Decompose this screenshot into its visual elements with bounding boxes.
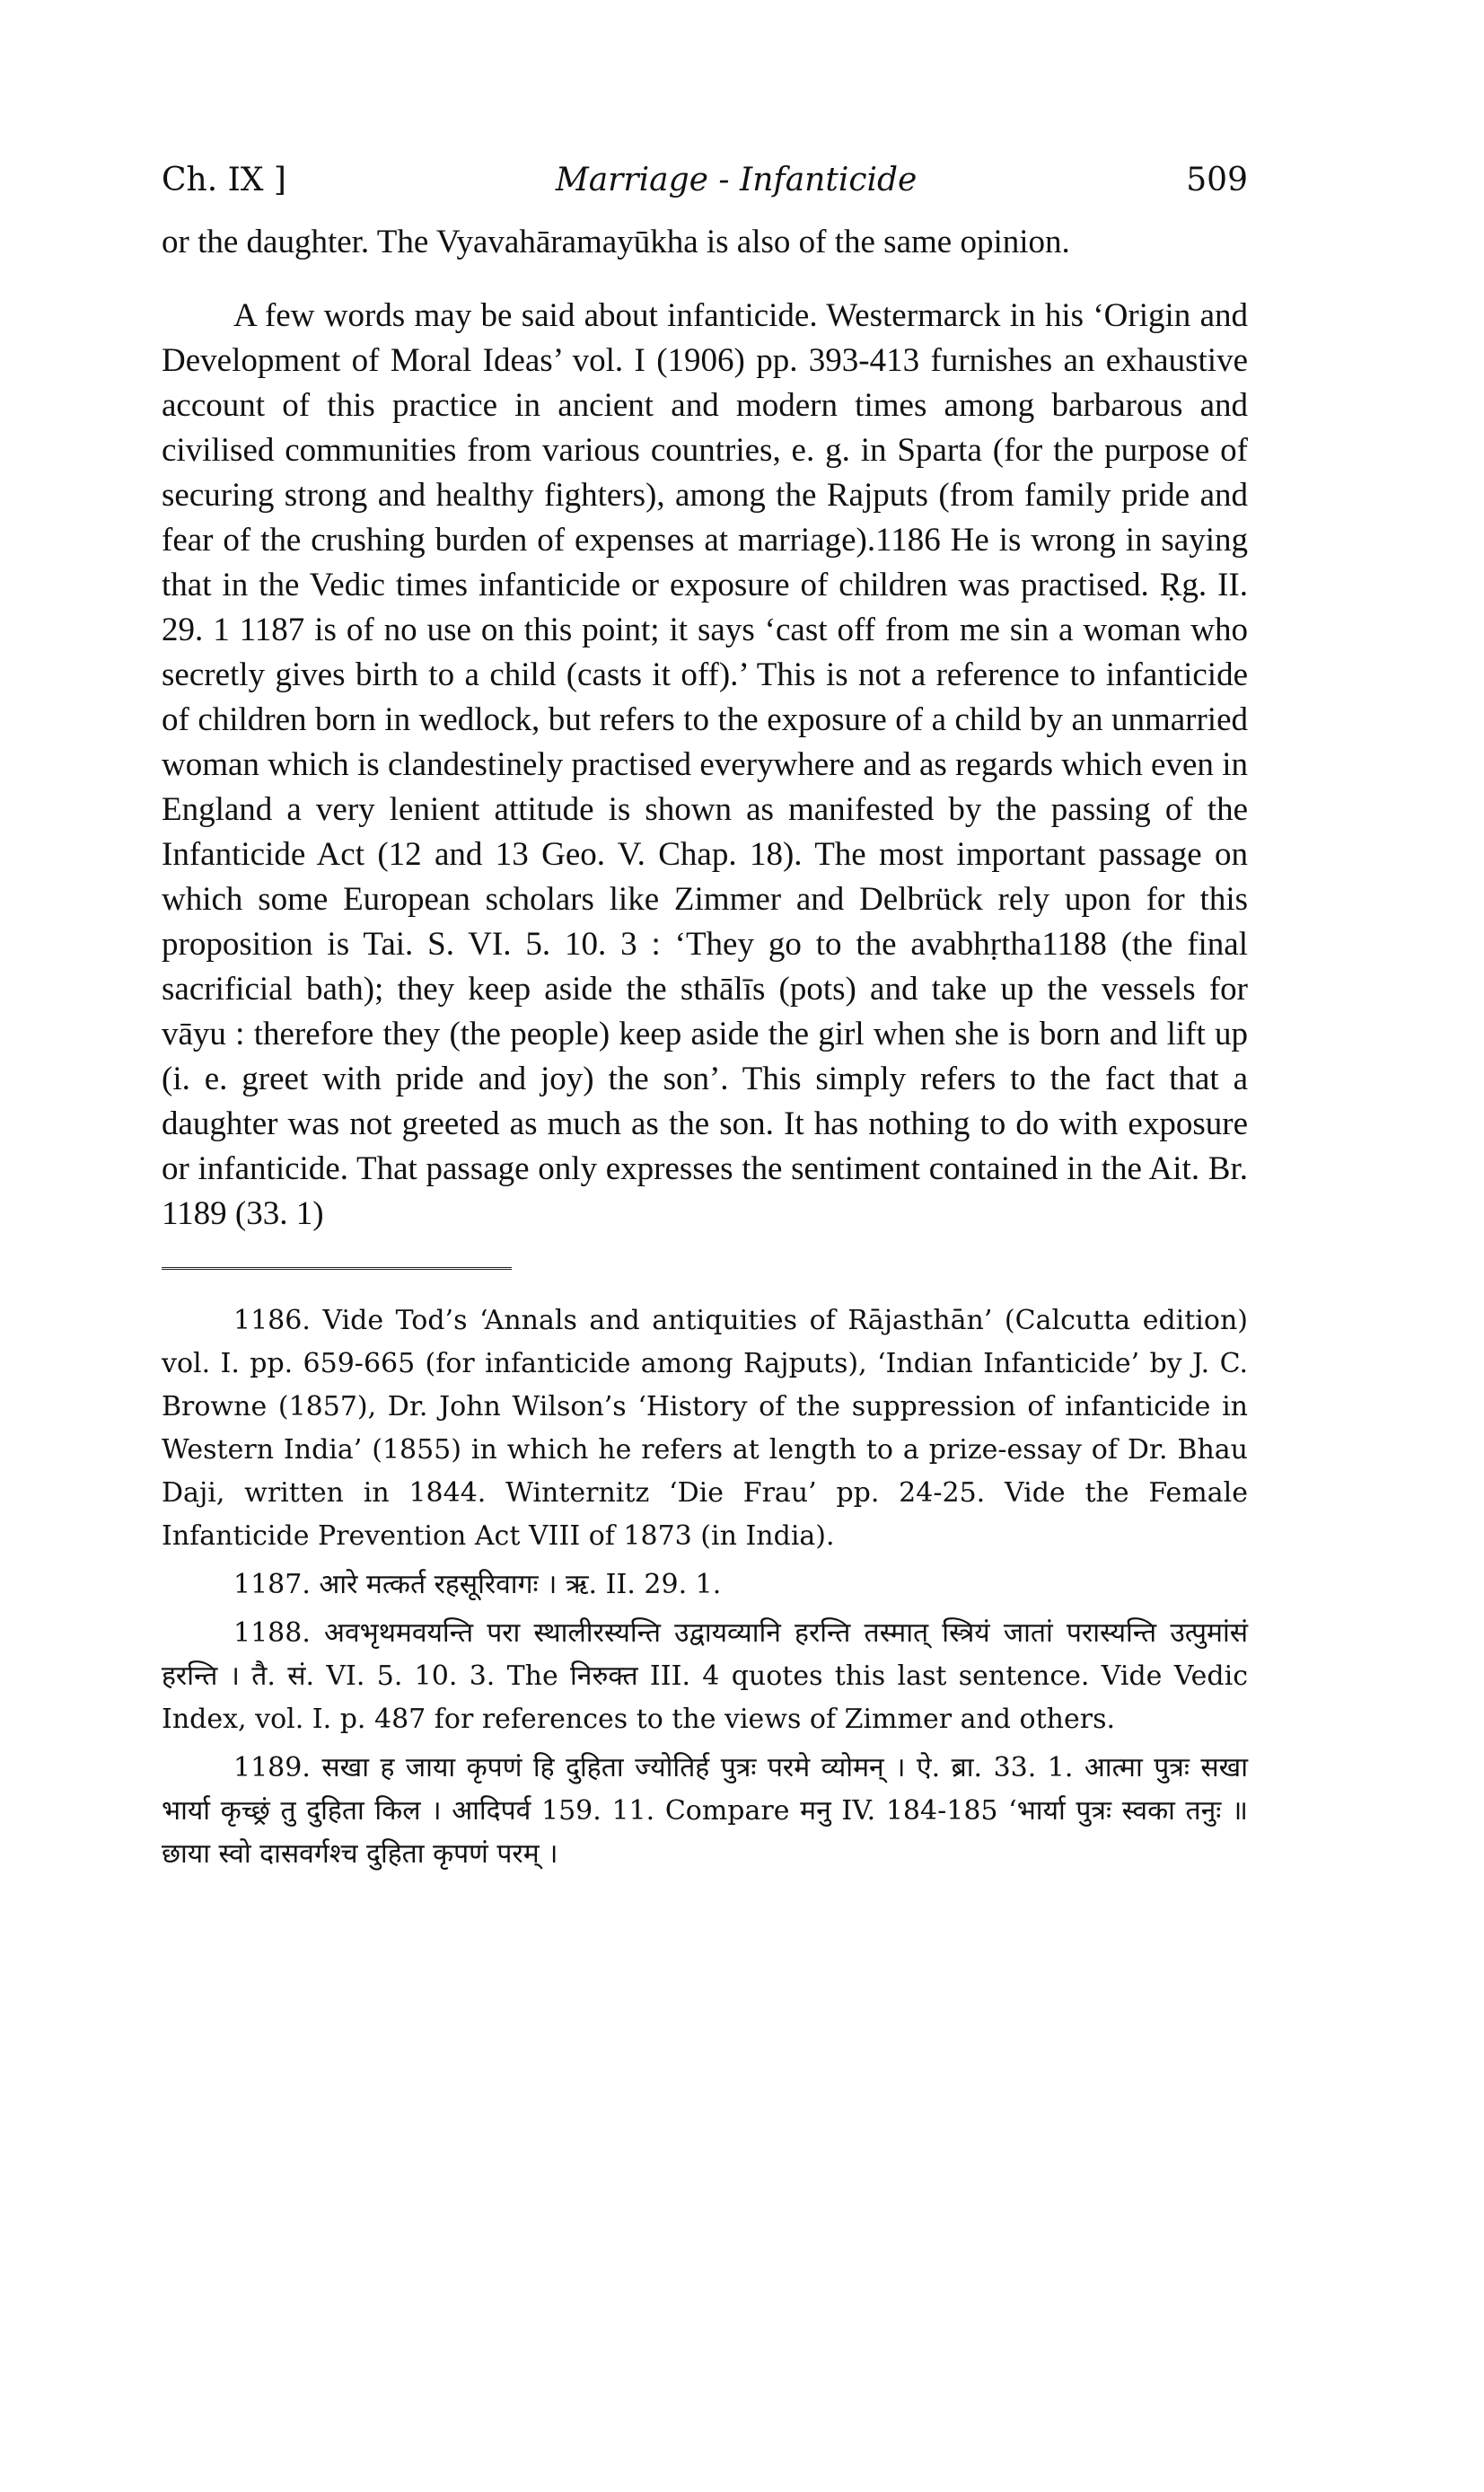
footnote-divider bbox=[162, 1267, 512, 1272]
paragraph-continued: or the daughter. The Vyavahāramayūkha is also of the same opinion. bbox=[162, 224, 1070, 260]
paragraph-infanticide: A few words may be said about infanticide. Westermarck in his ‘Origin and Development of Moral Ideas’ vol. I (1906) pp. 393-413 furnishes an exhaustive account of this practice in ancient and modern times among barbarous and civilised communities from various countries, e. g. in Sparta (for the purpose of securing strong and healthy fighters), among the Rajputs (from family pride and fear of the crushing burden of expenses at marriage).1186 He is wrong in saying that in the Vedic times infanticide or exposure of children was practised. Ṛg. II. 29. 1 1187 is of no use on this point; it says ‘cast off from me sin a woman who secretly gives birth to a child (casts it off).’ This is not a reference to infanticide of children born in wedlock, but refers to the exposure of a child by an unmarried woman which is clandestinely practised everywhere and as regards which even in England a very lenient attitude is shown as manifested by the passing of the Infanticide Act (12 and 13 Geo. V. Chap. 18). The most important passage on which some European scholars like Zimmer and Delbrück rely upon for this proposition is Tai. S. VI. 5. 10. 3 : ‘They go to the avabhṛtha1188 (the final sacrificial bath); they keep aside the sthālīs (pots) and take up the vessels for vāyu : therefore they (the people) keep aside the girl when she is born and lift up (i. e. greet with pride and joy) the son’. This simply refers to the fact that a daughter was not greeted as much as the son. It has nothing to do with exposure or infanticide. That passage only expresses the sentiment contained in the Ait. Br. 1189 (33. 1) bbox=[162, 297, 1248, 1232]
page-number: 509 bbox=[1186, 162, 1248, 198]
footnote-1187: 1187. आरे मत्कर्त रहसूरिवागः । ऋ. II. 29. 1. bbox=[233, 1569, 722, 1600]
chapter-label: Ch. IX ] bbox=[162, 162, 286, 198]
footnote-1188: 1188. अवभृथमवयन्ति परा स्थालीरस्यन्ति उद्वायव्यानि हरन्ति तस्मात् स्त्रियं जातां परास्यन्ति उत्पुमांसं हरन्ति । तै. सं. VI. 5. 10. 3. The निरुक्त III. 4 quotes this last sentence. Vide Vedic Index, vol. I. p. 487 for references to the views of Zimmer and others. bbox=[162, 1617, 1248, 1735]
footnote-1189: 1189. सखा ह जाया कृपणं हि दुहिता ज्योतिर्ह पुत्रः परमे व्योमन् । ऐ. ब्रा. 33. 1. आत्मा पुत्रः सखा भार्या कृच्छ्रं तु दुहिता किल । आदिपर्व 159. 11. Compare मनु IV. 184-185 ‘भार्या पुत्रः स्वका तनुः ॥ छाया स्वो दासवर्गश्च दुहिता कृपणं परम् । bbox=[162, 1752, 1248, 1870]
page bbox=[162, 162, 1248, 1881]
running-head bbox=[162, 162, 1248, 198]
page-title: Marriage - Infanticide bbox=[555, 162, 918, 198]
footnote-1186: 1186. Vide Tod’s ‘Annals and antiquities of Rājasthān’ (Calcutta edition) vol. I. pp. 659-665 (for infanticide among Rajputs), ‘Indian Infanticide’ by J. C. Browne (1857), Dr. John Wilson’s ‘History of the suppression of infanticide in Western India’ (1855) in which he refers at length to a prize-essay of Dr. Bhau Daji, written in 1844. Winternitz ‘Die Frau’ pp. 24-25. Vide the Female Infanticide Prevention Act VIII of 1873 (in India). bbox=[162, 1305, 1248, 1552]
